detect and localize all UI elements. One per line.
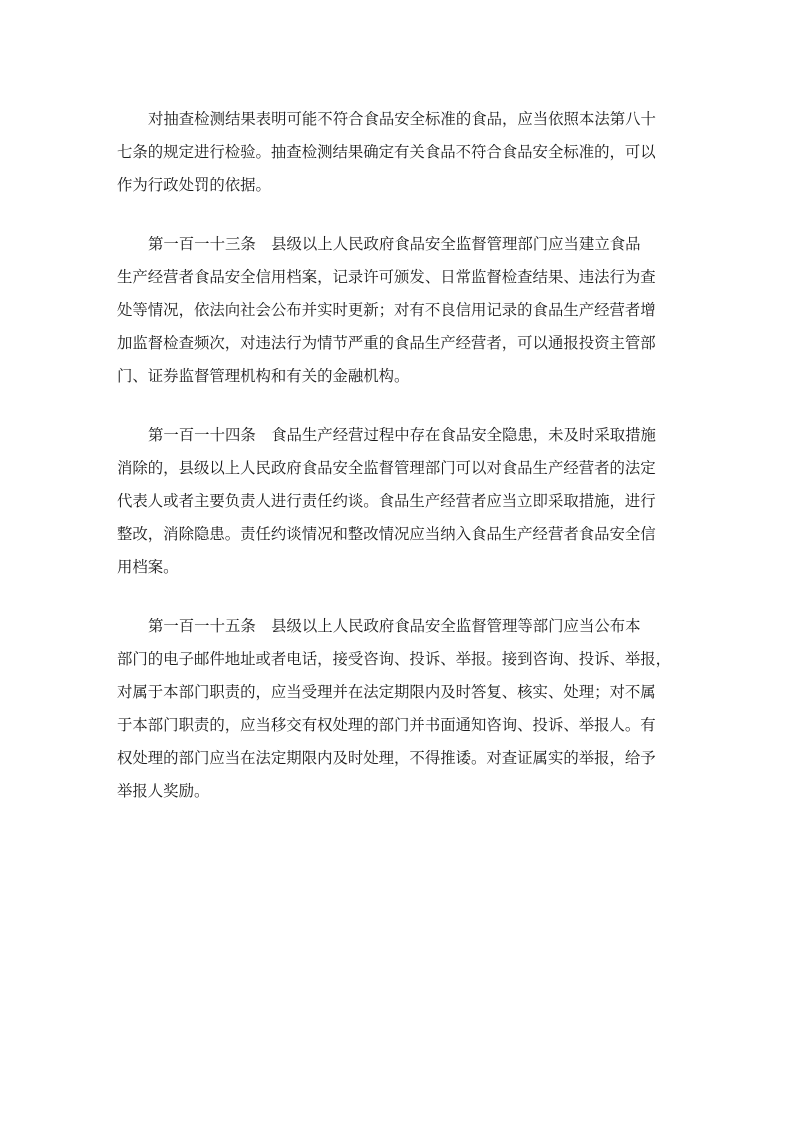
- paragraph-line: 消除的，县级以上人民政府食品安全监督管理部门可以对食品生产经营者的法定: [117, 459, 656, 477]
- paragraph-gap: [117, 393, 682, 419]
- paragraph-line: 七条的规定进行检验。抽查检测结果确定有关食品不符合食品安全标准的，可以: [117, 143, 656, 161]
- paragraph-article-114: [117, 419, 682, 584]
- paragraph-line: 生产经营者食品安全信用档案，记录许可颁发、日常监督检查结果、违法行为查: [117, 268, 656, 286]
- paragraph-gap: [117, 202, 682, 228]
- paragraph-line: 加监督检查频次，对违法行为情节严重的食品生产经营者，可以通报投资主管部: [117, 334, 656, 352]
- paragraph-line: 门、证券监督管理机构和有关的金融机构。: [117, 367, 410, 385]
- paragraph-line: 举报人奖励。: [117, 782, 210, 800]
- paragraph-article-113: [117, 228, 682, 393]
- paragraph-line: 于本部门职责的，应当移交有权处理的部门并书面通知咨询、投诉、举报人。有: [117, 716, 656, 734]
- paragraph-article-115: [117, 610, 682, 808]
- paragraph-line: 第一百一十四条 食品生产经营过程中存在食品安全隐患，未及时采取措施: [148, 426, 656, 444]
- paragraph-line: 对抽查检测结果表明可能不符合食品安全标准的食品，应当依照本法第八十: [148, 110, 656, 128]
- paragraph-line: 处等情况，依法向社会公布并实时更新；对有不良信用记录的食品生产经营者增: [117, 301, 656, 319]
- paragraph-line: 代表人或者主要负责人进行责任约谈。食品生产经营者应当立即采取措施，进行: [117, 492, 656, 510]
- paragraph-line: 第一百一十五条 县级以上人民政府食品安全监督管理等部门应当公布本: [148, 617, 641, 635]
- paragraph-gap: [117, 584, 682, 610]
- paragraph-line: 整改，消除隐患。责任约谈情况和整改情况应当纳入食品生产经营者食品安全信: [117, 525, 656, 543]
- paragraph-line: 权处理的部门应当在法定期限内及时处理，不得推诿。对查证属实的举报，给予: [117, 749, 656, 767]
- paragraph-line: 用档案。: [117, 558, 179, 576]
- paragraph-line: 对属于本部门职责的，应当受理并在法定期限内及时答复、核实、处理；对不属: [117, 683, 656, 701]
- paragraph-line: 第一百一十三条 县级以上人民政府食品安全监督管理部门应当建立食品: [148, 235, 641, 253]
- paragraph-line: 作为行政处罚的依据。: [117, 176, 271, 194]
- document-body: [117, 103, 682, 808]
- paragraph-line: 部门的电子邮件地址或者电话，接受咨询、投诉、举报。接到咨询、投诉、举报，: [117, 650, 672, 668]
- paragraph-1: [117, 103, 682, 202]
